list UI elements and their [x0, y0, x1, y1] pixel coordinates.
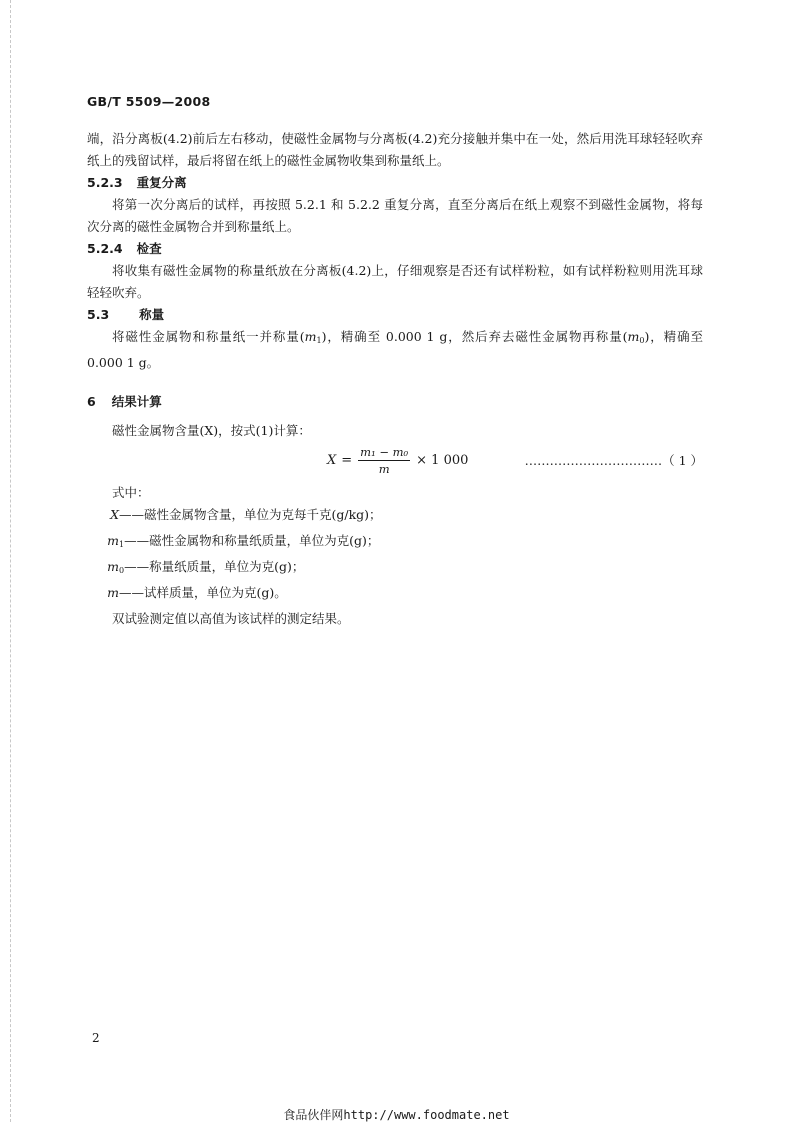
definition-text: ——试样质量，单位为克(g)。 — [119, 585, 287, 600]
heading-number: 5.3 — [87, 307, 110, 322]
paragraph-5-2-3: 将第一次分离后的试样，再按照 5.2.1 和 5.2.2 重复分离，直至分离后在纸上观察不到磁性金属物，将每次分离的磁性金属物合并到称量纸上。 — [87, 197, 703, 234]
heading-title: 结果计算 — [111, 394, 162, 409]
definition-item — [87, 530, 703, 556]
paragraph-5-3 — [87, 326, 703, 374]
symbol-m0: m — [627, 329, 640, 344]
definitions-lead: 式中： — [112, 485, 150, 500]
definition-text: ——磁性金属物和称量纸质量，单位为克(g)； — [124, 533, 380, 548]
heading-title: 重复分离 — [136, 175, 187, 190]
heading-number: 6 — [87, 394, 96, 409]
page-edge-guide — [10, 0, 11, 1122]
heading-6 — [87, 391, 703, 413]
formula-denominator: m — [378, 462, 390, 476]
text-run: 将磁性金属物和称量纸一并称量( — [112, 329, 305, 344]
subscript: 1 — [119, 540, 125, 549]
paragraph-6-intro: 磁性金属物含量(X)，按式(1)计算： — [112, 423, 311, 438]
subscript: 0 — [119, 566, 125, 575]
footer-website-link[interactable]: 食品伙伴网http://www.foodmate.net — [283, 1108, 510, 1122]
formula-equals: = — [341, 452, 353, 468]
standard-code: GB/T 5509—2008 — [87, 94, 211, 109]
paragraph-5-2-4: 将收集有磁性金属物的称量纸放在分离板(4.2)上，仔细观察是否还有试样粉粒，如有试样粉粒则用洗耳球轻轻吹弃。 — [87, 263, 703, 300]
definition-symbol: m — [107, 533, 119, 548]
formula-1 — [87, 442, 703, 482]
heading-title: 检查 — [136, 241, 162, 256]
definitions-list — [87, 504, 703, 608]
subscript: 0 — [639, 336, 645, 345]
text-run: )，精确至 0.000 1 g，然后弃去磁性金属物再称量( — [321, 329, 628, 344]
page-number: 2 — [92, 1031, 100, 1045]
paragraph-continuation: 端，沿分离板(4.2)前后左右移动，使磁性金属物与分离板(4.2)充分接触并集中在一处，然后用洗耳球轻轻吹弃纸上的残留试样，最后将留在纸上的磁性金属物收集到称量纸上。 — [87, 131, 703, 168]
formula-expression — [327, 444, 468, 477]
definition-item — [87, 582, 703, 608]
heading-number: 5.2.3 — [87, 175, 123, 190]
heading-5-2-3 — [87, 172, 703, 194]
heading-number: 5.2.4 — [87, 241, 123, 256]
heading-5-3 — [87, 304, 703, 326]
definition-symbol: m — [107, 585, 119, 600]
definition-text: ——称量纸质量，单位为克(g)； — [124, 559, 305, 574]
definition-item — [87, 556, 703, 582]
text-run: )，精确至 0.000 1 g。 — [87, 329, 703, 370]
formula-fraction — [358, 444, 410, 477]
definition-symbol: X — [110, 507, 119, 522]
definition-item — [87, 504, 703, 530]
formula-lhs: X — [327, 452, 337, 468]
heading-5-2-4 — [87, 238, 703, 260]
document-body — [87, 128, 703, 630]
definition-symbol: m — [107, 559, 119, 574]
symbol-m1: m — [304, 329, 317, 344]
formula-multiplier: × 1 000 — [416, 452, 469, 468]
heading-title: 称量 — [139, 307, 165, 322]
definition-text: ——磁性金属物含量，单位为克每千克(g/kg)； — [119, 507, 382, 522]
subscript: 1 — [316, 336, 322, 345]
paragraph-conclusion: 双试验测定值以高值为该试样的测定结果。 — [112, 611, 350, 626]
formula-number: ……………………………（ 1 ） — [524, 453, 703, 468]
formula-numerator: m₁ − m₀ — [360, 445, 409, 459]
